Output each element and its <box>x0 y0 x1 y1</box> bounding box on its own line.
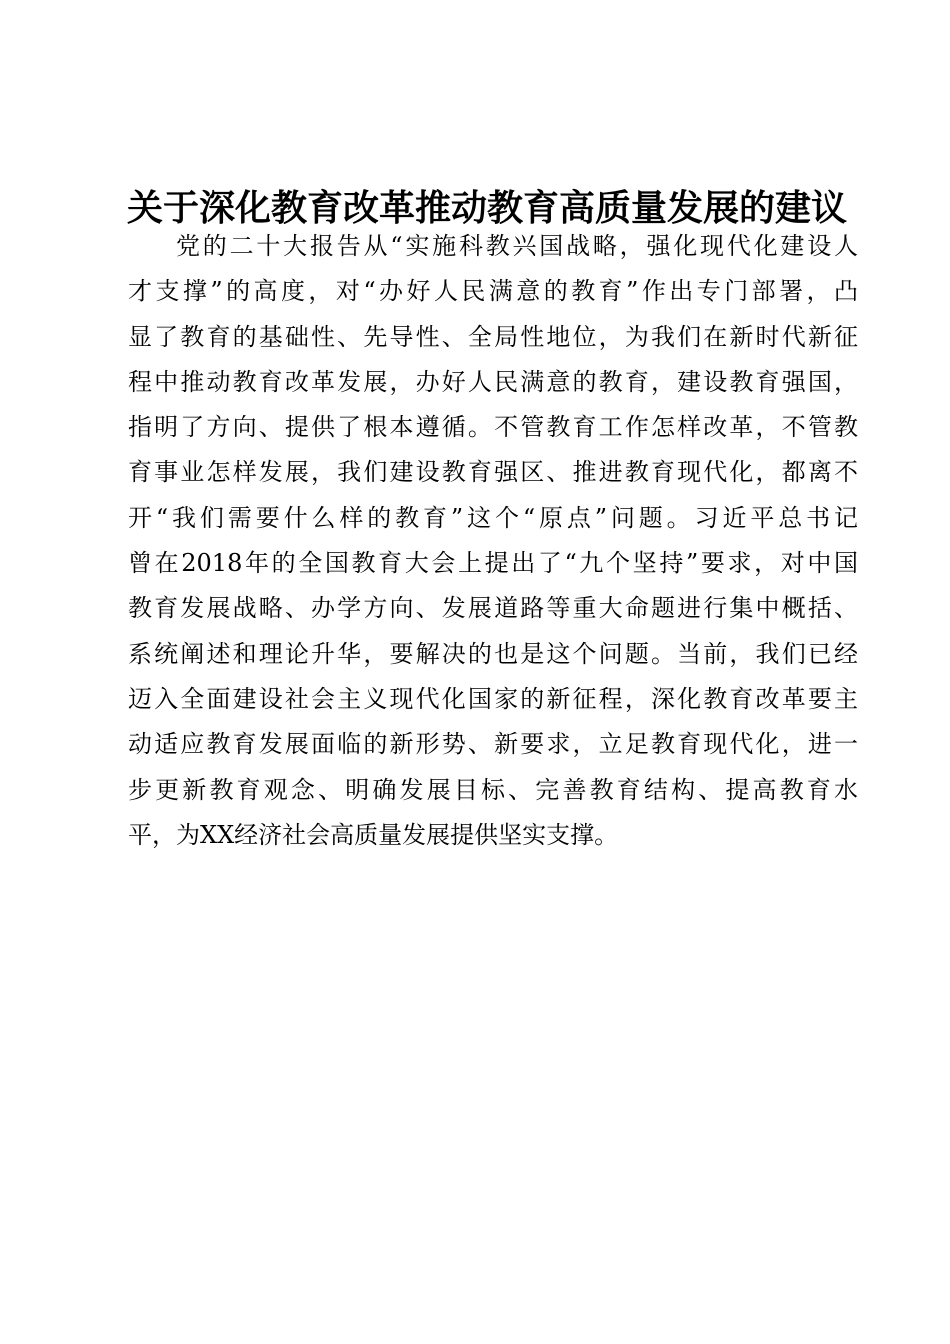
paragraph-line: 迈入全面建设社会主义现代化国家的新征程，深化教育改革要主 <box>128 684 858 713</box>
paragraph-line: 程中推动教育改革发展，办好人民满意的教育，建设教育强国， <box>128 367 858 396</box>
paragraph-line: 育事业怎样发展，我们建设教育强区、推进教育现代化，都离不 <box>128 458 858 487</box>
paragraph-line: 党的二十大报告从“实施科教兴国战略，强化现代化建设人 <box>176 232 858 260</box>
paragraph-line: 显了教育的基础性、先导性、全局性地位，为我们在新时代新征 <box>128 322 858 351</box>
paragraph-line: 曾在2018年的全国教育大会上提出了“九个坚持”要求，对中国 <box>128 549 858 578</box>
paragraph-line: 系统阐述和理论升华，要解决的也是这个问题。当前，我们已经 <box>128 639 858 668</box>
paragraph-line: 开“我们需要什么样的教育”这个“原点”问题。习近平总书记 <box>128 503 858 532</box>
paragraph-line: 教育发展战略、办学方向、发展道路等重大命题进行集中概括、 <box>128 594 858 623</box>
document-title: 关于深化教育改革推动教育高质量发展的建议 <box>127 187 848 229</box>
paragraph-line: 步更新教育观念、明确发展目标、完善教育结构、提高教育水 <box>128 775 858 804</box>
body-paragraph <box>128 224 858 858</box>
paragraph-line: 才支撑”的高度，对“办好人民满意的教育”作出专门部署，凸 <box>128 277 858 306</box>
paragraph-line: 指明了方向、提供了根本遵循。不管教育工作怎样改革，不管教 <box>128 413 858 442</box>
paragraph-line: 平，为XX经济社会高质量发展提供坚实支撑。 <box>128 820 619 849</box>
paragraph-line: 动适应教育发展面临的新形势、新要求，立足教育现代化，进一 <box>128 730 858 759</box>
